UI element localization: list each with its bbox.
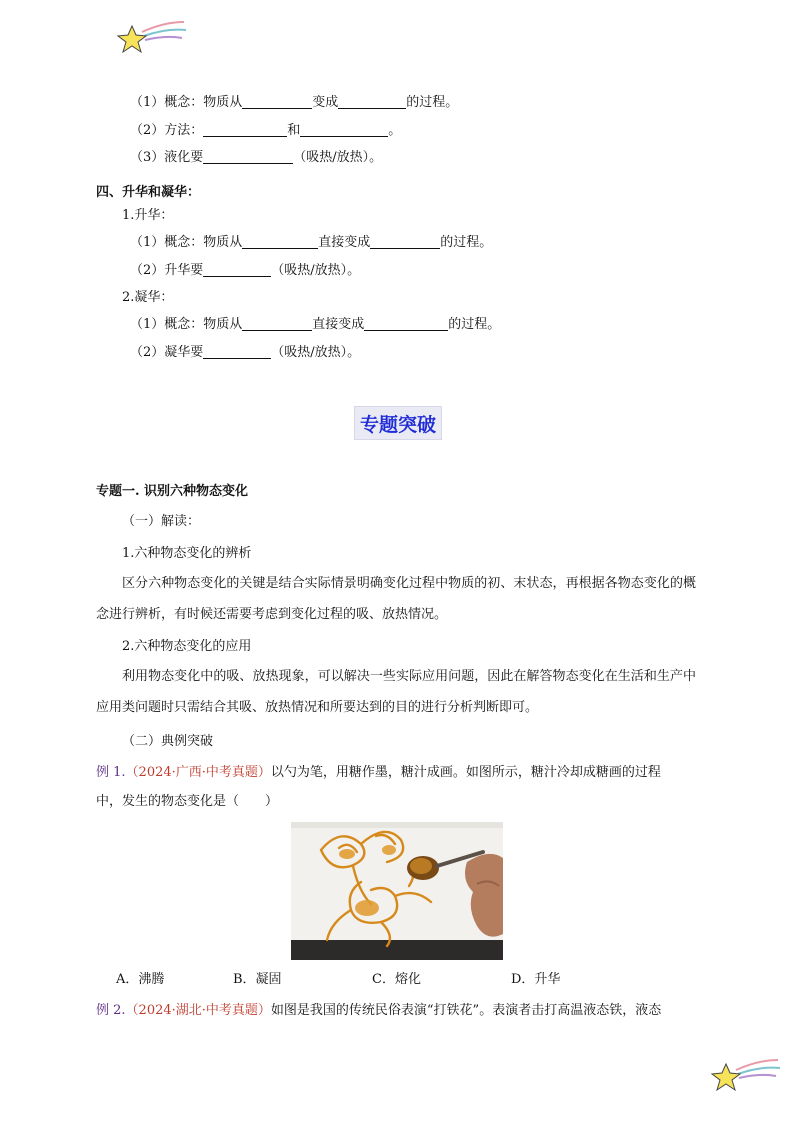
example-2-line [96,1002,661,1020]
answer-blank[interactable] [300,122,388,137]
answer-blank[interactable] [338,94,406,109]
deposition-heat-line [130,344,360,362]
answer-blank[interactable] [203,262,271,277]
line-text: 直接变成 [318,235,371,250]
shooting-star-icon [706,1056,782,1096]
topic-banner [354,406,442,440]
line-text: 的过程。 [448,317,501,332]
example-text: 如图是我国的传统民俗表演“打铁花”。表演者击打高温液态铁，液态 [270,1003,662,1018]
point-title: 2.六种物态变化的应用 [122,639,252,654]
answer-blank[interactable] [203,344,271,359]
line-text: 的过程。 [406,95,459,110]
shooting-star-icon [112,18,188,58]
example-source: （2024·湖北·中考真题） [125,1003,271,1018]
deposition-concept-line [130,316,500,334]
line-text: 直接变成 [312,317,365,332]
sublimation-heat-line [130,262,360,280]
answer-blank[interactable] [203,122,287,137]
line-text: 的过程。 [440,235,493,250]
section-heading: 四、升华和凝华： [96,185,201,200]
liquefaction-method-line [130,122,401,140]
line-text: （1）概念：物质从 [130,95,243,110]
line-text: 变成 [312,95,339,110]
subheading-sublimation: 1.升华： [122,208,174,223]
answer-blank[interactable] [364,316,448,331]
answer-blank[interactable] [203,149,293,164]
paragraph: 利用物态变化中的吸、放热现象，可以解决一些实际应用问题，因此在解答物态变化在生活和生产中应用类问题时只需结合其吸、放热情况和所要达到的目的进行分析判断即可。 [96,669,696,715]
line-text: （2）方法： [130,123,204,138]
answer-blank[interactable] [242,316,312,331]
line-text: （吸热/放热）。 [293,150,383,165]
subheading-deposition: 2.凝华： [122,290,174,305]
liquefaction-heat-line [130,149,382,167]
part-heading: （一）解读： [122,514,201,529]
sugar-painting-photo [291,822,503,960]
line-text: （2）升华要 [130,263,204,278]
sublimation-concept-line [130,234,492,252]
topic-heading: 专题一. 识别六种物态变化 [96,484,249,499]
answer-blank[interactable] [370,234,440,249]
line-text: （吸热/放热）。 [271,345,361,360]
example-label: 例 2. [96,1003,126,1018]
line-text: （2）凝华要 [130,345,204,360]
paragraph: 区分六种物态变化的关键是结合实际情景明确变化过程中物质的初、末状态，再根据各物态变化的概念进行辨析，有时候还需要考虑到变化过程的吸、放热情况。 [96,576,696,622]
example-1-line2: 中，发生的物态变化是（ ） [96,794,279,809]
line-text: （1）概念：物质从 [130,235,243,250]
part-heading: （二）典例突破 [122,734,214,749]
point-title: 1.六种物态变化的辨析 [122,546,252,561]
option-b[interactable]: B．凝固 [233,972,282,987]
option-d[interactable]: D．升华 [511,972,561,987]
line-text: （吸热/放热）。 [271,263,361,278]
example-1-line [96,764,661,782]
option-c[interactable]: C．熔化 [372,972,421,987]
line-text: （3）液化要 [130,150,204,165]
banner-title: 专题突破 [359,413,436,436]
liquefaction-concept-line [130,94,458,112]
example-label: 例 1. [96,765,126,780]
line-text: （1）概念：物质从 [130,317,243,332]
example-text: 以勺为笔，用糖作墨，糖汁成画。如图所示，糖汁冷却成糖画的过程 [270,765,661,780]
answer-blank[interactable] [242,234,318,249]
line-text: 。 [388,123,402,138]
option-a[interactable]: A．沸腾 [116,972,165,987]
line-text: 和 [287,123,301,138]
example-source: （2024·广西·中考真题） [125,765,271,780]
answer-blank[interactable] [242,94,312,109]
